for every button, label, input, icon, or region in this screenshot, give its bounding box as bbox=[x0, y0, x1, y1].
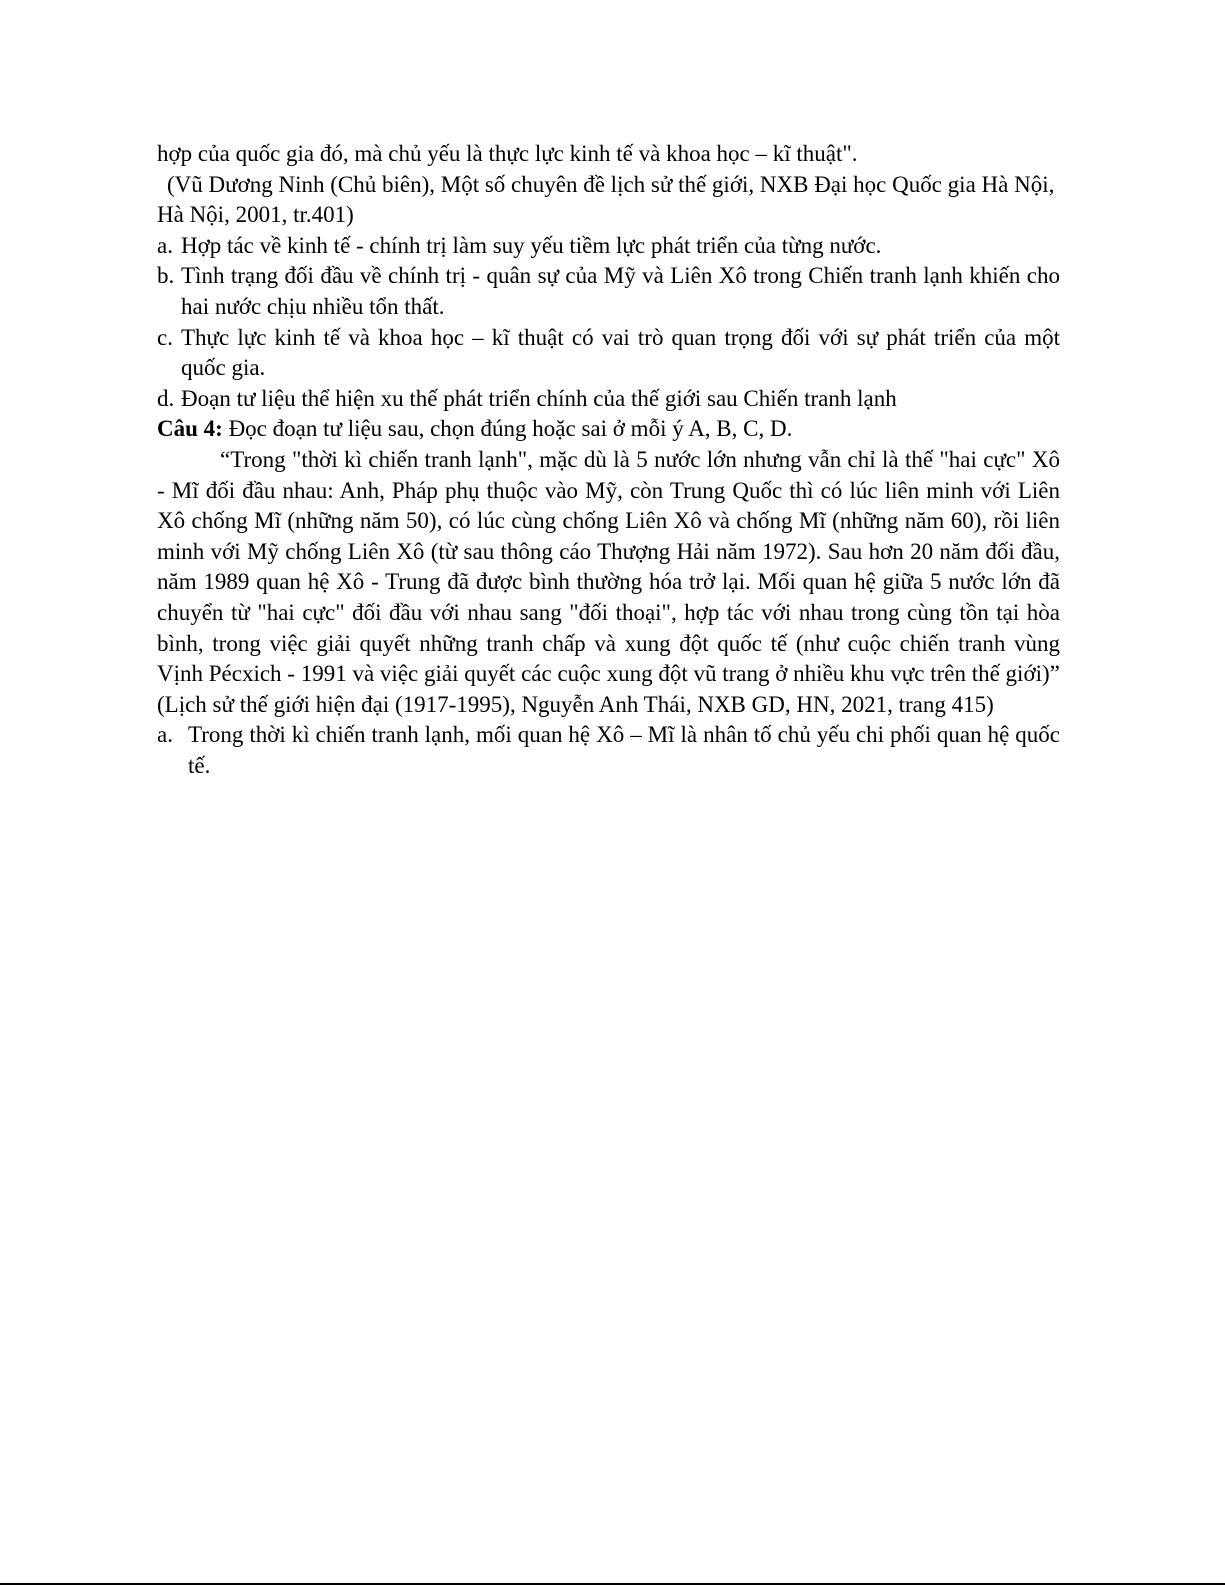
option-item bbox=[157, 261, 1060, 322]
option-text: Trong thời kì chiến tranh lạnh, mối quan hệ Xô – Mĩ là nhân tố chủ yếu chi phối quan hệ quốc tế. bbox=[188, 722, 1060, 778]
option-text: Hợp tác về kinh tế - chính trị làm suy yếu tiềm lực phát triển của từng nước. bbox=[181, 232, 882, 258]
option-item bbox=[157, 231, 1060, 262]
option-item bbox=[157, 720, 1060, 781]
document-page bbox=[157, 139, 1060, 781]
option-item bbox=[157, 384, 1060, 415]
option-text: Đoạn tư liệu thể hiện xu thế phát triển chính của thế giới sau Chiến tranh lạnh bbox=[181, 385, 897, 411]
option-marker: a. bbox=[157, 232, 173, 258]
source-citation: (Lịch sử thế giới hiện đại (1917-1995), Nguyễn Anh Thái, NXB GD, HN, 2021, trang 415) bbox=[157, 691, 994, 717]
option-marker: b. bbox=[157, 263, 175, 289]
option-item bbox=[157, 323, 1060, 384]
question-prompt: Đọc đoạn tư liệu sau, chọn đúng hoặc sai ở mỗi ý A, B, C, D. bbox=[222, 416, 793, 442]
option-text: Tình trạng đối đầu về chính trị - quân sự của Mỹ và Liên Xô trong Chiến tranh lạnh khiến cho hai nước chịu nhiều tổn thất. bbox=[181, 263, 1060, 319]
source-passage: “Trong "thời kì chiến tranh lạnh", mặc dù là 5 nước lớn nhưng vẫn chỉ là thế "hai cực" Xô - Mĩ đối đầu nhau: Anh, Pháp phụ thuộc vào Mỹ, còn Trung Quốc thì có lúc liên minh với Liên Xô chống Mĩ (những năm 50), có lúc cùng chống Liên Xô và chống Mĩ (những năm 60), rồi liên minh với Mỹ chống Liên Xô (từ sau thông cáo Thượng Hải năm 1972). Sau hơn 20 năm đối đầu, năm 1989 quan hệ Xô - Trung đã được bình thường hóa trở lại. Mối quan hệ giữa 5 nước lớn đã chuyển từ "hai cực" đối đầu với nhau sang "đối thoại", hợp tác với nhau trong cùng tồn tại hòa bình, trong việc giải quyết những tranh chấp và xung đột quốc tế (như cuộc chiến tranh vùng Vịnh Pécxich - 1991 và việc giải quyết các cuộc xung đột vũ trang ở nhiều khu vực trên thế giới)” bbox=[157, 446, 1060, 687]
source-citation: (Vũ Dương Ninh (Chủ biên), Một số chuyên đề lịch sử thế giới, NXB Đại học Quốc gia Hà Nội, Hà Nội, 2001, tr.401) bbox=[157, 171, 1055, 228]
option-text: Thực lực kinh tế và khoa học – kĩ thuật có vai trò quan trọng đối với sự phát triển của một quốc gia. bbox=[181, 324, 1060, 381]
option-marker: c. bbox=[157, 324, 173, 350]
option-marker: a. bbox=[157, 722, 173, 748]
continued-text-line: hợp của quốc gia đó, mà chủ yếu là thực lực kinh tế và khoa học – kĩ thuật". bbox=[157, 141, 858, 166]
question-label: Câu 4: bbox=[157, 416, 223, 442]
option-marker: d. bbox=[157, 385, 175, 411]
question-heading bbox=[157, 414, 1060, 445]
